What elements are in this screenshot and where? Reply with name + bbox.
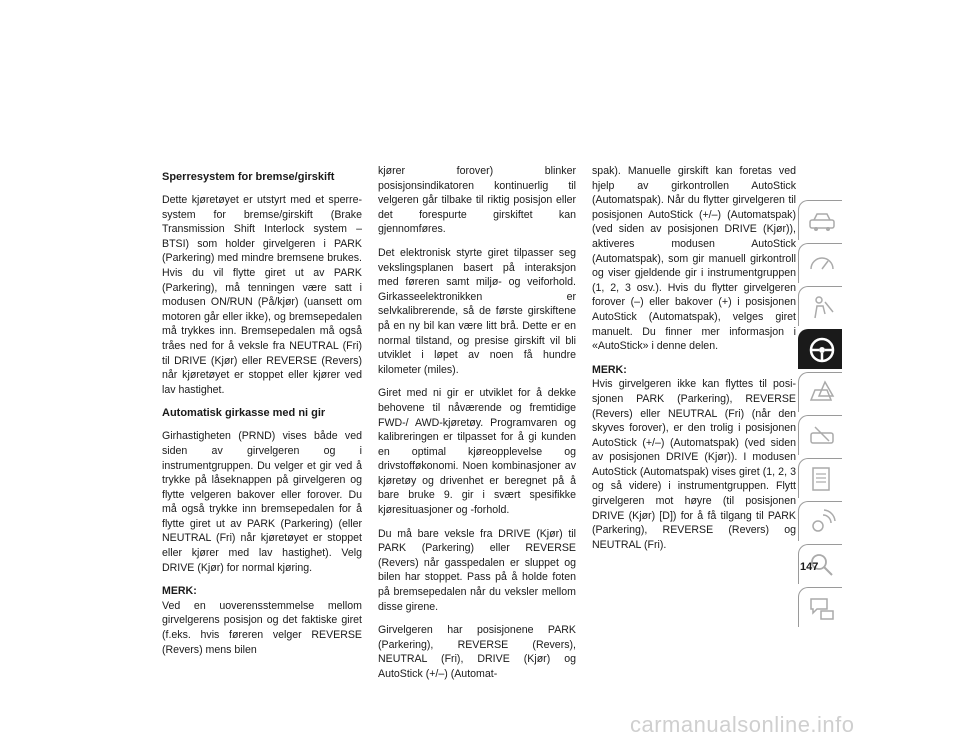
paragraph: spak). Manuelle girskift kan foretas ved hjelp av girkontrollen AutoStick (Automatspak). Når du flytter girvelgeren til posisjonen AutoStick (+/–) (Automatspak) (ved siden av posisjonen DRIVE (Kjør)), aktiveres modusen AutoStick (Automatspak), som gir manuell girkontroll og viser gjeldende gir i instrumentgruppen (1, 2, 3 osv.). Hvis du flytter girvelgeren forover (–) eller bakover (+) i posisjonen AutoStick (Automatspak), velges giret manuelt. Du finner mer informasjon i «AutoStick» i denne delen. (592, 165, 796, 353)
paragraph: Det elektronisk styrte giret tilpasser seg vekslingsplanen basert på interaksjon med føreren samt miljø- og veiforhold. Girkasseelektronikken er selvkalibrerende, så de første girskiftene på en ny bil kan være litt brå. Dette er en normal tilstand, og presise girskift vil bli utviklet i løpet av noen få hundre kilometer (miles). (378, 246, 576, 376)
dashboard-icon (807, 249, 837, 279)
safety-icon (807, 292, 837, 322)
tab-car-info[interactable] (798, 200, 842, 240)
text-column-2 (378, 164, 576, 691)
tab-specifications[interactable] (798, 458, 842, 498)
tab-starting-driving[interactable] (798, 329, 842, 369)
page-number: 147 (800, 561, 819, 573)
service-icon (807, 421, 837, 451)
watermark: carmanualsonline.info (630, 712, 855, 737)
paragraph: kjører forover) blinker posisjonsindikatoren kontinuerlig til velgeren går tilbake til riktig posisjon eller det forespurte girskiftet kan gjennomføres. (378, 165, 576, 236)
multimedia-icon (807, 507, 837, 537)
tab-languages[interactable] (798, 587, 842, 627)
car-info-icon (807, 206, 837, 236)
specifications-icon (807, 464, 837, 494)
languages-icon (807, 593, 837, 623)
paragraph: Du må bare veksle fra DRIVE (Kjør) til PARK (Parkering) eller REVERSE (Revers) når gasspedalen er sluppet og bilen har stoppet. Pass på å holde foten på bremsepedalen når du veksler mellom disse girene. (378, 527, 576, 613)
paragraph: Girvelgeren har posisjonene PARK (Parkering), REVERSE (Revers), NEUTRAL (Fri), DRIVE (Kjør) og AutoStick (+/–) (Automat- (378, 624, 576, 680)
tab-service[interactable] (798, 415, 842, 455)
steering-wheel-icon (807, 335, 837, 365)
section-heading-nine-speed: Automatisk girkasse med ni gir (162, 407, 326, 420)
note-label: MERK: (592, 363, 627, 376)
tab-emergency[interactable] (798, 372, 842, 412)
paragraph: Girhastigheten (PRND) vises både ved siden av girvelgeren og i instrumentgruppen. Du velger et gir ved å trykke på låseknappen på girvelgeren og flytte velgeren bakover eller forover. Du må også trykke inn bremsepedalen for å flytte giret ut av PARK (Parkering) (eller NEUTRAL (Fri) når kjøretøyet er stoppet eller kjører med lav hastighet). Velg DRIVE (Kjør) for normal kjøring. (162, 430, 362, 574)
text-column-3 (592, 164, 796, 561)
paragraph: Dette kjøretøyet er utstyrt med et sperresystem for bremse/girskift (Brake Transmission Shift Interlock system – BTSI) som holder girvelgeren i PARK (Parkering) med mindre bremsene brukes. Hvis du vil flytte giret ut av PARK (Parkering), må tenningen være satt i modusen ON/RUN (På/kjør) (uansett om motoren går eller ikke), og bremsepedalen må trykkes inn. Bremsepedalen må også tråes ned for å veksle fra NEUTRAL (Fri) til DRIVE (Kjør) eller REVERSE (Revers) når kjøretøyet er stoppet eller kjører ved lav hastighet. (162, 194, 362, 396)
note-label: MERK: (162, 585, 197, 598)
tab-multimedia[interactable] (798, 501, 842, 541)
paragraph: Hvis girvelgeren ikke kan flyttes til posisjonen PARK (Parkering), REVERSE (Revers) eller NEUTRAL (Fri) (når den skyves forover), er den trolig i posisjonen AutoStick (+/–) (Automatspak) (ved siden av posisjonen DRIVE (Kjør)). I modusen AutoStick (Automatspak) vises giret (1, 2, 3 og så videre) i instrumentgruppen. Flytt girvelgeren mot høyre (til posisjonen DRIVE (Kjør) [D]) for å få tilgang til PARK (Parkering), REVERSE (Revers) og NEUTRAL (Fri). (592, 378, 796, 551)
paragraph: Ved en uoverensstemmelse mellom girvelgerens posisjon og det faktiske giret (f.eks. hvis føreren velger REVERSE (Revers) mens bilen (162, 599, 362, 656)
tab-safety[interactable] (798, 286, 842, 326)
text-column-1 (162, 170, 362, 666)
section-heading-interlock: Sperresystem for bremse/girskift (162, 171, 335, 183)
emergency-icon (807, 378, 837, 408)
tab-dashboard[interactable] (798, 243, 842, 283)
paragraph: Giret med ni gir er utviklet for å dekke behovene til nåværende og fremtidige FWD-/ AWD-kjøretøy. Programvaren og kalibreringen er tilpasset for å gi kunden en optimal kjøreopplevelse og drivstofføkonomi. Noen kombinasjoner av kjøretøy og drivenhet er beregnet på å bare bruke 9. gir i svært spesifikke kjøresituasjoner og -forhold. (378, 387, 576, 517)
